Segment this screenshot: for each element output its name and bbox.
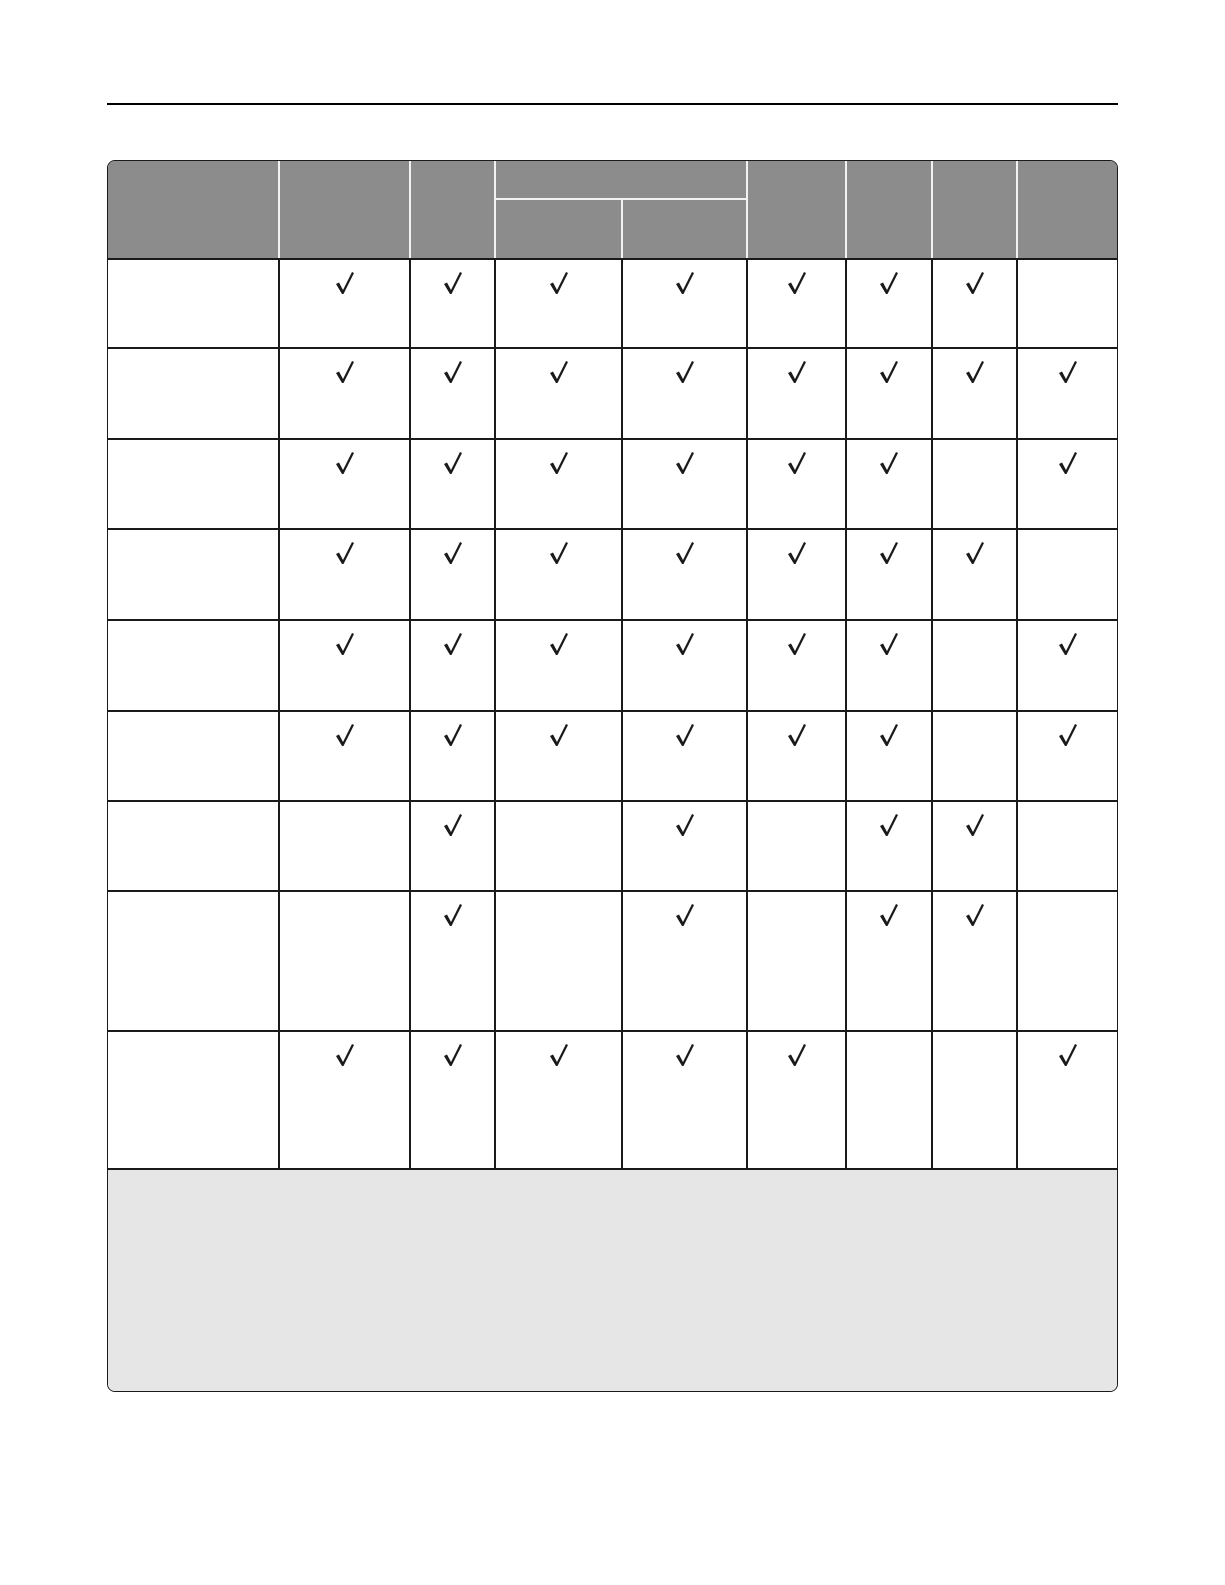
- compatibility-table: [107, 160, 1118, 1392]
- header-divider: [931, 161, 933, 259]
- check-mark-icon: [786, 723, 808, 747]
- row-divider: [108, 710, 1118, 712]
- check-mark-icon: [334, 271, 356, 295]
- check-mark-icon: [442, 451, 464, 475]
- check-mark-icon: [674, 1043, 696, 1067]
- check-mark-icon: [878, 632, 900, 656]
- check-mark-icon: [442, 1043, 464, 1067]
- row-divider: [108, 800, 1118, 802]
- row-divider: [108, 438, 1118, 440]
- header-divider: [409, 161, 411, 259]
- check-mark-icon: [548, 1043, 570, 1067]
- check-mark-icon: [334, 360, 356, 384]
- check-mark-icon: [878, 271, 900, 295]
- check-mark-icon: [442, 360, 464, 384]
- column-divider: [845, 259, 847, 1169]
- check-mark-icon: [334, 541, 356, 565]
- check-mark-icon: [1057, 632, 1079, 656]
- check-mark-icon: [334, 1043, 356, 1067]
- check-mark-icon: [334, 632, 356, 656]
- check-mark-icon: [878, 813, 900, 837]
- row-divider: [108, 528, 1118, 530]
- header-divider: [278, 161, 280, 259]
- row-divider: [108, 347, 1118, 349]
- check-mark-icon: [442, 541, 464, 565]
- check-mark-icon: [786, 451, 808, 475]
- check-mark-icon: [674, 903, 696, 927]
- check-mark-icon: [548, 723, 570, 747]
- check-mark-icon: [878, 541, 900, 565]
- column-divider: [278, 259, 280, 1169]
- check-mark-icon: [964, 360, 986, 384]
- check-mark-icon: [786, 541, 808, 565]
- header-divider: [621, 198, 623, 259]
- check-mark-icon: [334, 451, 356, 475]
- check-mark-icon: [442, 271, 464, 295]
- table-footnote: [108, 1169, 1117, 1391]
- check-mark-icon: [786, 271, 808, 295]
- column-divider: [494, 259, 496, 1169]
- check-mark-icon: [786, 632, 808, 656]
- column-divider: [621, 259, 623, 1169]
- check-mark-icon: [442, 723, 464, 747]
- check-mark-icon: [786, 360, 808, 384]
- check-mark-icon: [878, 903, 900, 927]
- check-mark-icon: [442, 632, 464, 656]
- check-mark-icon: [674, 723, 696, 747]
- row-divider: [108, 890, 1118, 892]
- check-mark-icon: [878, 360, 900, 384]
- check-mark-icon: [548, 632, 570, 656]
- check-mark-icon: [548, 360, 570, 384]
- check-mark-icon: [786, 1043, 808, 1067]
- check-mark-icon: [674, 632, 696, 656]
- header-divider: [494, 161, 496, 259]
- check-mark-icon: [878, 451, 900, 475]
- check-mark-icon: [1057, 451, 1079, 475]
- check-mark-icon: [1057, 1043, 1079, 1067]
- header-group-divider: [495, 198, 747, 200]
- check-mark-icon: [1057, 360, 1079, 384]
- column-divider: [409, 259, 411, 1169]
- check-mark-icon: [964, 813, 986, 837]
- check-mark-icon: [1057, 723, 1079, 747]
- column-divider: [931, 259, 933, 1169]
- row-divider: [108, 1030, 1118, 1032]
- check-mark-icon: [674, 271, 696, 295]
- check-mark-icon: [442, 813, 464, 837]
- header-divider: [746, 161, 748, 259]
- header-divider: [1016, 161, 1018, 259]
- check-mark-icon: [674, 813, 696, 837]
- check-mark-icon: [674, 360, 696, 384]
- check-mark-icon: [878, 723, 900, 747]
- check-mark-icon: [964, 271, 986, 295]
- column-divider: [1016, 259, 1018, 1169]
- header-divider: [845, 161, 847, 259]
- check-mark-icon: [548, 541, 570, 565]
- check-mark-icon: [442, 903, 464, 927]
- column-divider: [746, 259, 748, 1169]
- table-header: [108, 161, 1117, 259]
- top-rule: [107, 103, 1118, 105]
- row-divider: [108, 258, 1118, 260]
- row-divider: [108, 619, 1118, 621]
- check-mark-icon: [964, 903, 986, 927]
- check-mark-icon: [548, 271, 570, 295]
- check-mark-icon: [548, 451, 570, 475]
- check-mark-icon: [674, 541, 696, 565]
- check-mark-icon: [964, 541, 986, 565]
- footnote-divider: [108, 1168, 1118, 1170]
- check-mark-icon: [674, 451, 696, 475]
- check-mark-icon: [334, 723, 356, 747]
